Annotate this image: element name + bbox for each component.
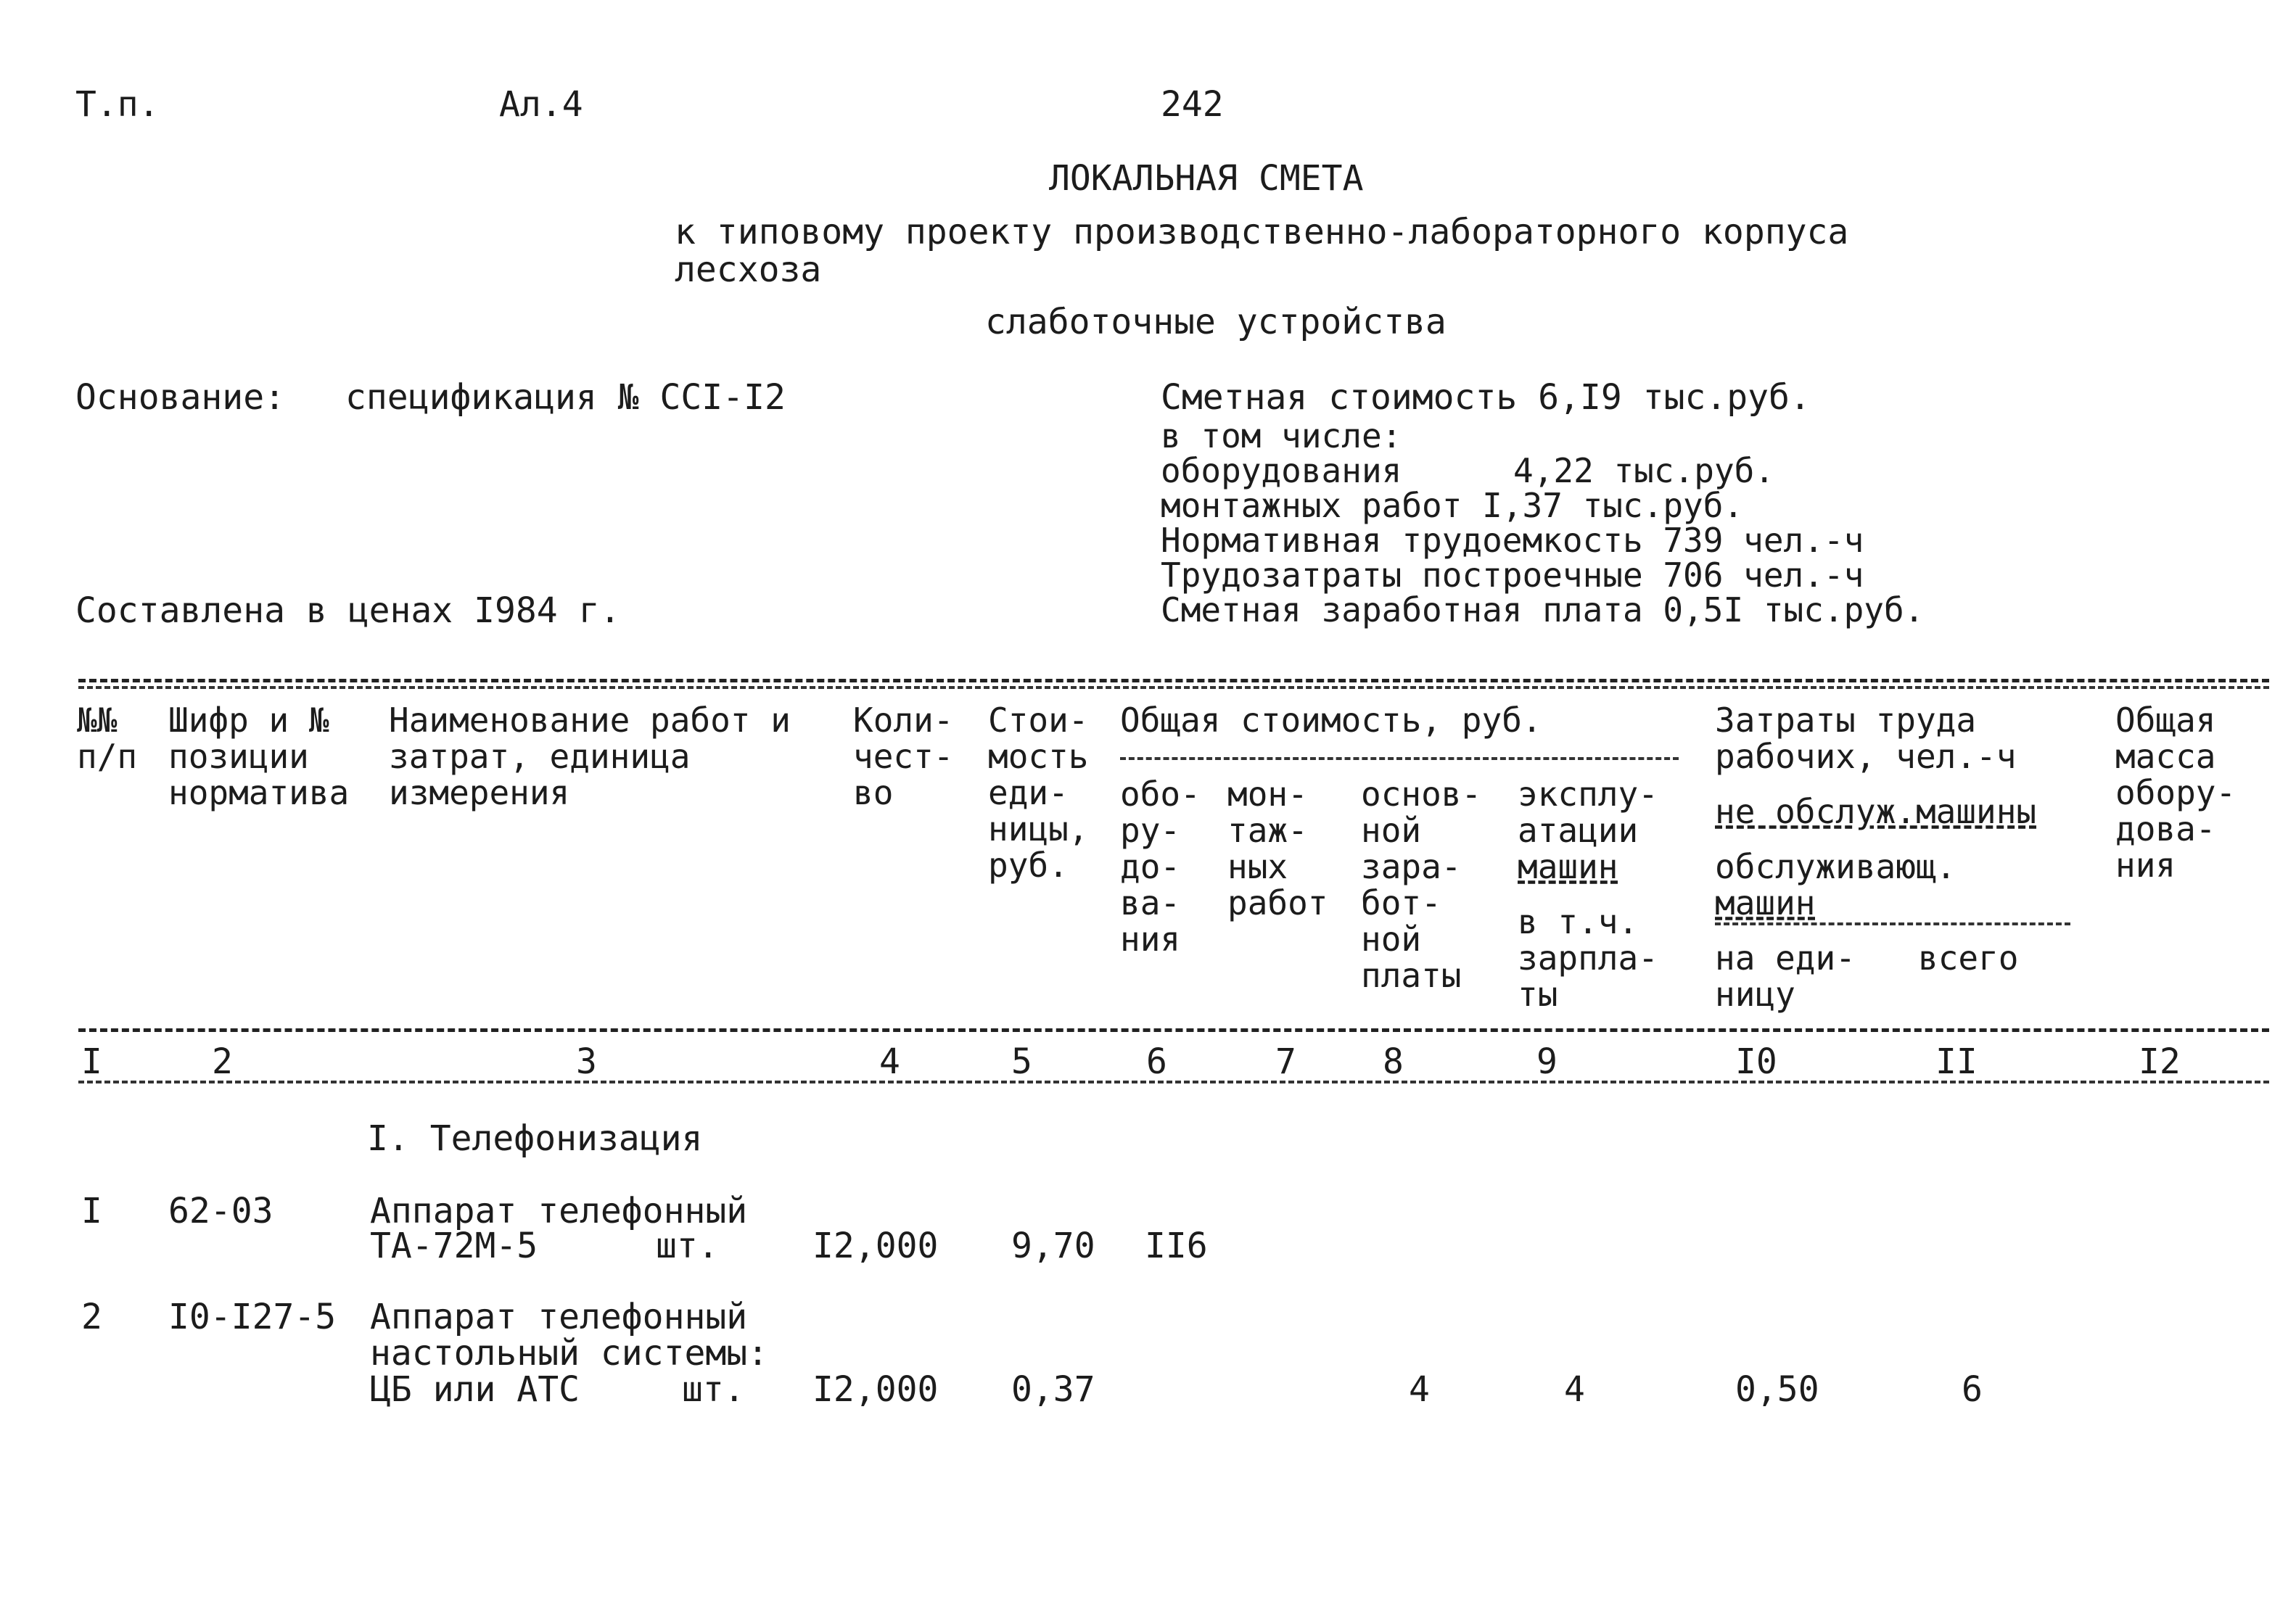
project-type-code: Т.п.	[75, 84, 160, 125]
col-number-12: I2	[2139, 1041, 2181, 1082]
row-1-name-line-2: ТА-72М-5	[370, 1226, 538, 1266]
col-number-7: 7	[1275, 1041, 1296, 1082]
col-number-8: 8	[1383, 1041, 1404, 1082]
row-2-name-line-3: ЦБ или АТС	[370, 1369, 580, 1410]
row-1-number: I	[81, 1191, 102, 1231]
row-2-unit: шт.	[682, 1369, 745, 1410]
row-2-unit-cost: 0,37	[1011, 1369, 1095, 1410]
header-col-6: обо- ру- до- ва- ния	[1120, 775, 1201, 959]
construction-labor: Трудозатраты построечные 706 чел.-ч	[1161, 556, 1864, 595]
col-number-1: I	[81, 1041, 102, 1082]
row-1-equipment-cost: II6	[1145, 1226, 1208, 1266]
row-2-number: 2	[81, 1297, 102, 1337]
header-col-4: Коли- чест- во	[853, 701, 954, 812]
row-1-code: 62-03	[168, 1191, 273, 1231]
equipment-value: 4,22 тыс.руб.	[1513, 451, 1775, 490]
col-number-2: 2	[212, 1041, 233, 1082]
basis-value: спецификация № ССI-I2	[345, 377, 786, 418]
prices-note: Составлена в ценах I984 г.	[75, 590, 621, 631]
header-labor-sub2: обслуживающ.	[1715, 847, 1956, 886]
basis-label: Основание:	[75, 377, 285, 418]
header-col-5: Стои- мость еди- ницы, руб.	[988, 701, 1089, 885]
header-col-9-mid: машин	[1518, 847, 1618, 886]
equipment-label: оборудования	[1161, 451, 1402, 490]
row-1-quantity: I2,000	[812, 1226, 939, 1266]
header-col-3: Наименование работ и затрат, единица измерения	[389, 701, 791, 812]
col-number-10: I0	[1735, 1041, 1777, 1082]
header-bottom-rule	[78, 1028, 2269, 1032]
row-2-code: I0-I27-5	[168, 1297, 337, 1337]
header-col-9-bot: в т.ч. зарпла- ты	[1518, 902, 1658, 1014]
col-number-11: II	[1935, 1041, 1978, 1082]
total-cost-underline	[1120, 757, 1679, 760]
column-numbers-rule	[78, 1081, 2269, 1083]
including-label: в том числе:	[1161, 416, 1402, 455]
col-number-3: 3	[576, 1041, 597, 1082]
col-number-6: 6	[1146, 1041, 1167, 1082]
document-title: ЛОКАЛЬНАЯ СМЕТА	[1049, 158, 1364, 199]
row-2-quantity: I2,000	[812, 1369, 939, 1410]
header-labor-sub3: машин	[1715, 883, 1816, 922]
header-col-2: Шифр и № позиции норматива	[168, 701, 350, 812]
row-2-machines: 4	[1564, 1369, 1585, 1410]
row-1-unit-cost: 9,70	[1011, 1226, 1095, 1266]
row-2-wages: 4	[1409, 1369, 1430, 1410]
normative-labor: Нормативная трудоемкость 739 чел.-ч	[1161, 521, 1864, 560]
header-col-11: всего	[1918, 938, 2019, 978]
row-2-labor-per-unit: 0,50	[1735, 1369, 1819, 1410]
section-subtitle: слаботочные устройства	[985, 302, 1447, 342]
row-2-name-line-2: настольный системы:	[370, 1333, 769, 1374]
col-number-9: 9	[1536, 1041, 1558, 1082]
header-col-9-top: эксплу- атации	[1518, 775, 1658, 850]
col-number-5: 5	[1011, 1041, 1032, 1082]
estimated-wages: Сметная заработная плата 0,5I тыс.руб.	[1161, 590, 1925, 629]
header-labor: Затраты труда рабочих, чел.-ч	[1715, 701, 2017, 776]
row-2-name-line-1: Аппарат телефонный	[370, 1297, 748, 1337]
header-col-12: Общая масса обору- дова- ния	[2115, 701, 2237, 885]
title-line-2: лесхоза	[675, 249, 822, 290]
installation-cost: монтажных работ I,37 тыс.руб.	[1161, 486, 1744, 525]
header-total-cost: Общая стоимость, руб.	[1120, 701, 1542, 740]
col-number-4: 4	[879, 1041, 900, 1082]
album-number: Ал.4	[499, 84, 583, 125]
section-title: I. Телефонизация	[367, 1118, 703, 1159]
row-2-labor-total: 6	[1962, 1369, 1983, 1410]
header-labor-sub1: не обслуж.машины	[1715, 792, 2037, 831]
header-col-1: №№ п/п	[77, 701, 138, 776]
title-line-1: к типовому проекту производственно-лабораторного корпуса	[675, 212, 1849, 252]
table-top-rule	[78, 679, 2269, 682]
header-col-8: основ- ной зара- бот- ной платы	[1361, 775, 1482, 995]
table-top-rule-2	[78, 686, 2269, 689]
header-col-10: на еди- ницу	[1715, 938, 1856, 1014]
page-number: 242	[1161, 84, 1224, 125]
labor-sub-underline	[1715, 922, 2070, 925]
row-1-unit: шт.	[656, 1226, 719, 1266]
row-1-name-line-1: Аппарат телефонный	[370, 1191, 748, 1231]
estimated-cost: Сметная стоимость 6,I9 тыс.руб.	[1161, 377, 1811, 418]
header-col-7: мон- таж- ных работ	[1227, 775, 1328, 922]
